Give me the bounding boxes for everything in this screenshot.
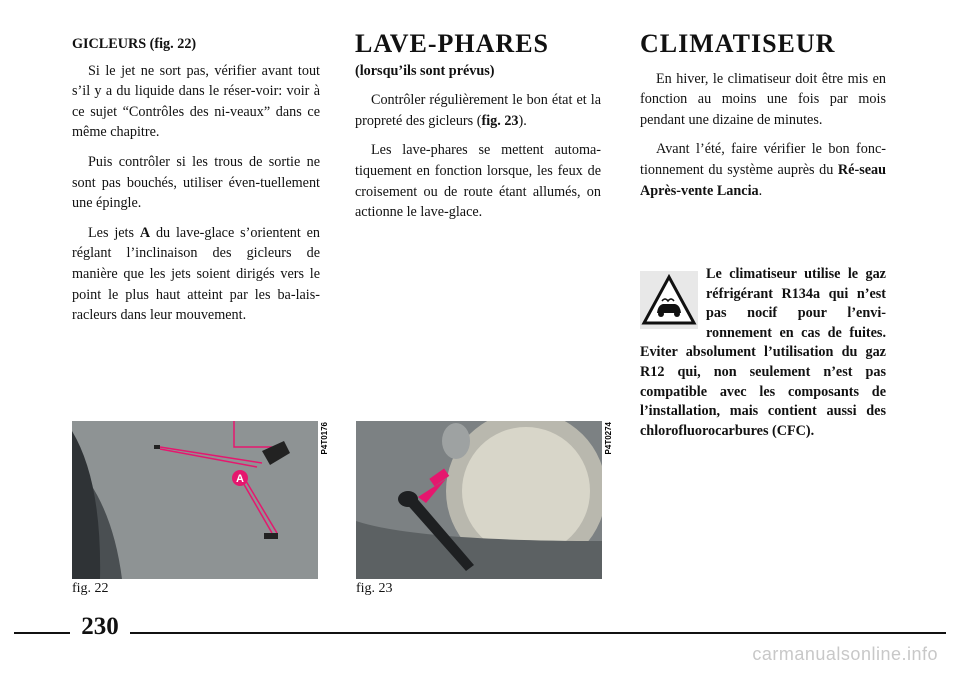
warning-text: Le climatiseur utilise le gaz réfrigérant R134a qui n’est pas nocif pour l’envi-ronnement en cas de fuites. Eviter absolument l’utilisation du gaz R12 qui, non seulement n’est pas compatible avec les composants de l’installation, mais contient aussi des chlorofluorocarbures (CFC). <box>640 266 886 439</box>
column-gicleurs <box>72 34 320 335</box>
warning-car-icon <box>640 271 698 329</box>
figure-label-a: A <box>236 473 244 485</box>
bold-text: Ré-seau Après-vente Lancia <box>640 161 886 199</box>
figure-23-illustration <box>356 421 602 579</box>
paragraph <box>355 90 601 131</box>
figure-code: P4T0176 <box>320 422 329 455</box>
text: Les jets <box>88 224 140 241</box>
section-title-lave-phares: LAVE-PHARES <box>355 29 550 58</box>
watermark: carmanualsonline.info <box>752 644 938 664</box>
text: . <box>758 182 763 199</box>
text: Avant l’été, faire vérifier le bon fonc-tionnement du système auprès du <box>640 141 886 178</box>
figure-caption: fig. 23 <box>356 581 393 596</box>
figure-23-image <box>356 421 602 579</box>
paragraph: En hiver, le climatiseur doit être mis en fonction au moins une fois par mois pendant une dizaine de minutes. <box>640 70 886 128</box>
figure-code: P4T0274 <box>604 422 613 455</box>
text: ). <box>518 112 527 129</box>
figure-22-illustration <box>72 421 318 579</box>
paragraph: Puis contrôler si les trous de sortie ne sont pas bouchés, utiliser éven-tuellement une épingle. <box>72 153 320 212</box>
footer-rule-right <box>130 632 946 634</box>
paragraph: Si le jet ne sort pas, vérifier avant tout s’il y a du liquide dans le réser-voir: voir à ce sujet “Contrôles des ni-veaux” dans ce même chapitre. <box>72 62 320 141</box>
bold-text: fig. 23 <box>481 112 519 129</box>
figure-caption: fig. 22 <box>72 581 109 596</box>
page-number: 230 <box>81 613 119 640</box>
section-heading-gicleurs: GICLEURS (fig. 22) <box>72 36 197 52</box>
paragraph: Les lave-phares se mettent automa-tiquement en fonction lorsque, les feux de croisement ou de route étant allumés, on actionne le lave-glace. <box>355 142 601 221</box>
figure-22-image <box>72 421 318 579</box>
paragraph <box>72 223 320 326</box>
text: Contrôler régulièrement le bon état et la propreté des gicleurs ( <box>355 92 601 129</box>
warning-block <box>640 265 886 441</box>
section-subtitle: (lorsqu’ils sont prévus) <box>355 62 495 79</box>
column-climatiseur <box>640 29 886 210</box>
column-lave-phares <box>355 29 601 232</box>
text: du lave-glace s’orientent en réglant l’inclinaison des gicleurs de manière que les jets soient dirigés vers le point le plus haut atteint par les ba-lais-racleurs dans leur mouvement. <box>72 224 321 324</box>
paragraph <box>640 139 886 201</box>
bold-text: A <box>139 224 151 241</box>
footer-rule-left <box>14 632 70 634</box>
section-title-climatiseur: CLIMATISEUR <box>640 29 836 58</box>
